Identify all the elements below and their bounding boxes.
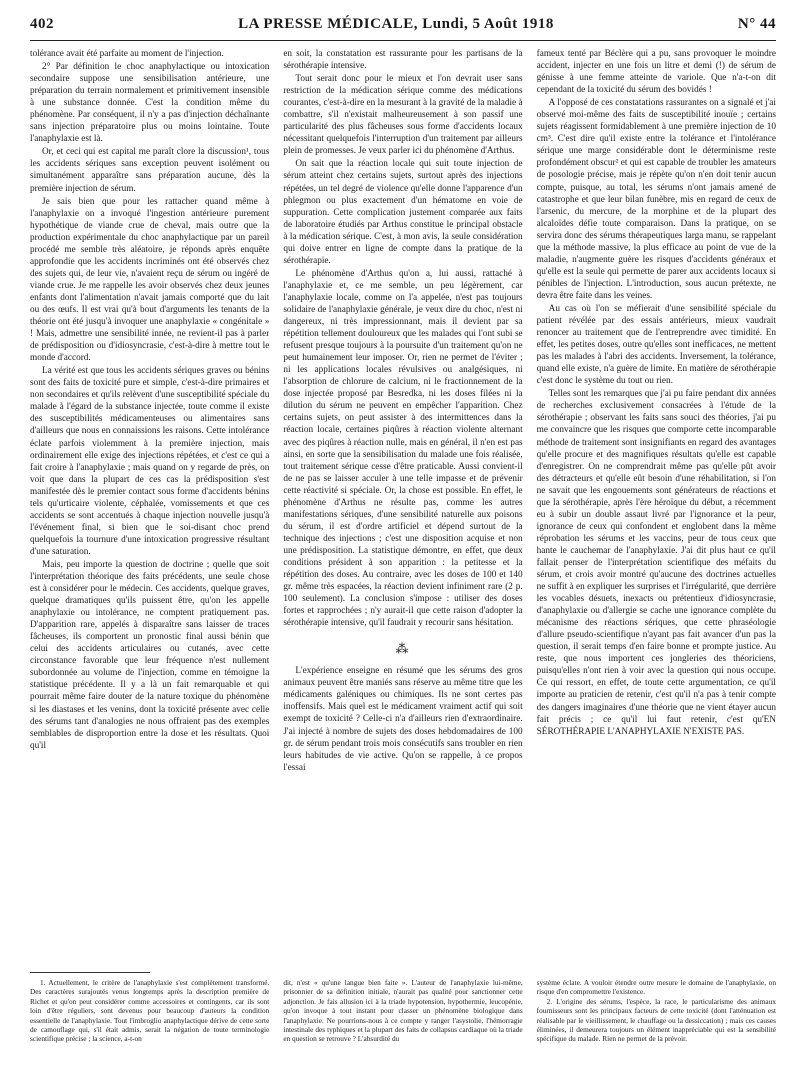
footnotes	[30, 978, 776, 1078]
paragraph: Tout serait donc pour le mieux et l'on devrait user sans restriction de la médication sérique comme des médications courantes, c'est-à-dire en la mesurant à la gravité de la maladie à combattre, s'il n'existait malheureusement à son passif une particularité des plus fâcheuses sous forme d'accidents locaux nécessitant quelquefois l'interruption d'un traitement par ailleurs plein de promesses. Je veux parler ici du phénomène d'Arthus.	[283, 74, 523, 157]
footnote-column-2	[283, 978, 522, 1078]
text-column-3	[537, 48, 776, 966]
paragraph: La vérité est que tous les accidents sériques graves ou bénins sont des faits de toxicité pure et simple, c'est-à-dire primaires et non secondaires et qu'ils relèvent d'une susceptibilité spéciale du malade à l'égard de la substance injectée, toute comme il existe des susceptibilités médicamenteuses ou alimentaires sans d'ailleurs que nous en connaissions les raisons. Cette intolérance éclate parfois violemment à la première injection, mais ordinairement elle exige des injections répétées, et c'est ce qui a fait croire à l'anaphylaxie ; mais quand on y regarde de près, on voit que dans la plupart de ces cas la prédisposition s'est manifestée dès le premier contact sous forme d'accidents bénins tels qu'urticaire violente, céphalée, vomissements et que ces accidents se sont accentués à chaque injection nouvelle jusqu'à l'événement final, si bien que le soi-disant choc prend quelquefois la tournure d'une intoxication progressive résultant d'une saturation.	[30, 366, 270, 557]
paragraph: On sait que la réaction locale qui suit toute injection de sérum atteint chez certains sujets, surtout après des injections répétées, un tel degré de violence qu'elle donne l'apparence d'un phlegmon ou plus exactement d'un hématome en voie de suppuration. Cette complication justement comparée aux faits de laboratoire étudiés par Arthus constitue le principal obstacle à la médication sérique. C'est, à mon avis, la seule considération qui doive entrer en ligne de compte dans la pratique de la sérothérapie.	[283, 159, 523, 266]
paragraph: 2° Par définition le choc anaphylactique ou intoxication secondaire suppose une sensibilisation antérieure, une préparation du terrain normalement et primitivement insensible à une substance donnée. C'est la condition même du phénomène. Par conséquent, il n'y a pas d'injection déchaînante sans injection préparatoire plus ou moins lointaine. Toute l'anaphylaxie est là.	[30, 62, 270, 145]
footnote-paragraph: dit, n'est « qu'une langue bien faite ». L'auteur de l'anaphylaxie lui-même, prisonnier de sa définition initiale, n'aurait pas qualité pour sanctionner cette adjonction. Je fais allusion ici à la triade hypotension, hypothermie, leucopénie, qu'on invoque à tout instant pour classer un phénomène biologique dans l'anaphylaxie. Ne pourrions-nous à ce compte y ranger l'asystolie, l'hémorragie intestinale des typhiques et la plupart des faits de collapsus cardiaque où la triade en question se retrouve ? L'absurdité du	[283, 978, 523, 1044]
text-column-2	[283, 48, 522, 966]
footnote-rule	[30, 972, 150, 973]
header-rule	[30, 40, 776, 41]
paragraph: A l'opposé de ces constatations rassurantes on a signalé et j'ai observé moi-même des faits de susceptibilité inouïe ; certains sujets réagissent formidablement à une première injection de 10 cm³. C'est dire qu'il existe entre la tolérance et l'intolérance sérique une marge considérable dont le déterminisme reste profondément obscur² et qui est capable de troubler les amateurs de posologie précise, mais je répète qu'on n'en doit tenir aucun compte, puisque, au total, les sérums n'ont jamais amené de catastrophe et que leur bilan funèbre, mis en regard de ceux de l'arsenic, du mercure, de la morphine et de la plupart des alcaloïdes défie toute comparaison. Dans la pratique, on se servira donc des sérums thérapeutiques larga manu, se rappelant que la méthode massive, la plus efficace au point de vue de la maladie, n'augmente guère les risques d'accidents généraux et qu'elle est la seule qui permette de parer aux accidents locaux si pénibles de l'injection. L'introduction, sous aucun prétexte, ne devra être faite dans les veines.	[536, 98, 776, 301]
paragraph: L'expérience enseigne en résumé que les sérums des gros animaux peuvent être maniés sans réserve au même titre que les médicaments galéniques ou chimiques. Ils ne sont certes pas inoffensifs. Mais quel est le médicament vraiment actif qui soit exempt de toxicité ? Celle-ci n'a d'ailleurs rien d'extraordinaire. J'ai injecté à nombre de sujets des doses hebdomadaires de 100 gr. de sérum pendant trois mois consécutifs sans troubler en rien leurs habitudes de vie active. Qu'on se rappelle, à ce propos l'essai	[283, 666, 523, 773]
page-number: 402	[30, 16, 54, 32]
journal-title: LA PRESSE MÉDICALE, Lundi, 5 Août 1918	[238, 16, 554, 32]
article-body	[30, 48, 776, 966]
footnote-paragraph: 1. Actuellement, le critère de l'anaphylaxie s'est complètement transformé. Des caractères surajoutés venus longtemps après la description première de Richet et qu'on peut considérer comme accessoires et contingents, car ils sont loin d'être réguliers, sont devenus pour beaucoup d'auteurs la condition essentielle de l'anaphylaxie. Tout l'imbroglio anaphylactique dérive de cette sorte de camouflage qui, s'il était admis, serait la négation de toute terminologie scientifique précise ; la science, a-t-on	[30, 978, 270, 1044]
text-column-1	[30, 48, 269, 966]
paragraph: en soit, la constatation est rassurante pour les partisans de la sérothérapie intensive.	[283, 49, 523, 72]
paragraph: Au cas où l'on se méfierait d'une sensibilité spéciale du patient révélée par des essais antérieurs, mieux vaudrait renoncer au traitement que de l'entreprendre avec timidité. En effet, les petites doses, outre qu'elles sont inefficaces, ne mettent pas les malades à l'abri des accidents. Inversement, la tolérance, quand elle existe, n'a guère de limite. En matière de sérothérapie c'est donc le système du tout ou rien.	[536, 303, 776, 387]
paragraph: Je sais bien que pour les rattacher quand même à l'anaphylaxie on a invoqué l'ingestion antérieure purement hypothétique de viande crue de cheval, mais outre que la production expérimentale du choc anaphylactique par un pareil procédé me semble très aléatoire, je réponds après enquête approfondie que les accidents incriminés ont été observés chez des sujets qui, de leur vie, n'avaient reçu de sérum ou ingéré de viande crue. Je me rappelle les avoir observés chez deux jeunes enfants dont l'alimentation n'avait jamais comporté que du lait ou des œufs. Il est vrai qu'à bout d'arguments les tenants de la théorie ont été jusqu'à invoquer une anaphylaxie « congénitale » ! Mais, admettre une sensibilité innée, ne revient-il pas à parler de prédisposition ou d'idiosyncrasie, c'est-à-dire à mettre tout le monde d'accord.	[30, 196, 270, 364]
footnote-paragraph: système éclate. A vouloir étendre outre mesure le domaine de l'anaphylaxie, on risque d'en compromettre l'existence.	[536, 978, 776, 997]
paragraph: Mais, peu importe la question de doctrine ; quelle que soit l'interprétation théorique des faits précédents, une seule chose est à considérer pour le médecin. Ces accidents, quelque graves, quelque dramatiques qu'ils puissent être, qu'on les appelle anaphylaxie ou intolérance, ne comptent pratiquement pas. D'apparition rare, appelés à disparaître sans laisser de traces fâcheuses, ils comportent un pronostic final aussi bénin que celui des accidents articulaires ou cutanés, avec cette circonstance favorable que leur fréquence n'est nullement subordonnée au volume de l'injection, comme en témoigne la statistique précédente. Il y a là un fait remarquable et qui pourrait même faire douter de la nature toxique du phénomène si les diastases et les venins, dont la toxicité présente avec celle des sérums tant d'analogies ne nous offraient pas des exemples semblables de disproportion entre la dose et les résultats. Quoi qu'il	[30, 559, 270, 751]
footnote-column-3	[537, 978, 776, 1078]
footnote-column-1	[30, 978, 269, 1078]
paragraph: Telles sont les remarques que j'ai pu faire pendant dix années de recherches exclusivement consacrées à l'étude de la sérothérapie ; observant les faits sans souci des théories, j'ai pu me convaincre que les risques que comporte cette incomparable méthode de traitement sont insignifiants en regard des avantages qu'elle procure et des magnifiques résultats qu'elle est capable d'enregistrer. On ne comprendrait même pas qu'elle pût avoir des détracteurs et qu'elle eût besoin d'une réhabilitation, si l'on ne savait que les engouements sont générateurs de réactions et que la sérothérapie, après l'ère héroïque du début, a récemment eu à subir un double assaut livré par l'ignorance et la peur, ignorance de ceux qui confondent et englobent dans la même réprobation les sérums et les vaccins, peur de tous ceux que hante le cauchemar de l'anaphylaxie. J'ai dit plus haut ce qu'il fallait penser de l'interprétation scientifique des méfaits du sérum, et crois avoir montré qu'aucune des doctrines actuelles ne suffit à en expliquer les surprises et l'irrégularité, que derrière les vocables désuets, inexacts ou prétentieux d'idiosyncrasie, d'anaphylaxie ou d'allergie se cache une ignorance complète du mécanisme des réactions sériques, que cette phraséologie d'allure pseudo-scientifique n'ayant pas fait avancer d'un pas la question, il serait temps d'en faire bonne et prompte justice. Au reste, que nous importent ces jongleries des théoriciens, puisqu'elles n'ont rien à voir avec la question qui nous occupe. Ce qui ressort, en effet, de toute cette argumentation, ce qu'il importe au praticien de retenir, c'est qu'il n'a pas à tenir compte des dangers imaginaires d'une théorie que ne vient étayer aucun fait précis ; ce qu'il lui faut retenir, c'est qu'EN SÉROTHÉRAPIE L'ANAPHYLAXIE N'EXISTE PAS.	[536, 389, 776, 737]
paragraph: Le phénomène d'Arthus qu'on a, lui aussi, rattaché à l'anaphylaxie et, ce me semble, un peu légèrement, car l'anaphylaxie locale, comme on l'a appelée, n'est pas toujours solidaire de l'anaphylaxie générale, je veux dire du choc, n'est ni dangereux, ni très impressionnant, mais il devient par sa répétition tellement douloureux que les malades qui l'ont subi se refusent presque toujours à la poursuite d'un traitement qu'on ne peut humainement leur imposer. Or, rien ne permet de l'éviter ; ni les applications locales révulsives ou analgésiques, ni l'absorption de chlorure de calcium, ni le fractionnement de la dose injectée proposé par Besredka, ni les doses filées ni la dilution du sérum ne peuvent en empêcher l'apparition. Chez certains sujets, on peut assister à des intermittences dans la réaction locale, certaines piqûres à réaction violente alternant avec des piqûres à réaction nulle, mais en général, il n'en est pas ainsi, en sorte que la sensibilisation du malade une fois réalisée, tout traitement sérique cesse d'être praticable. Aussi convient-il de ne pas se laisser acculer à une telle impasse et de prévenir cette réactivité si spéciale. Or, la chose est possible. En effet, le phénomène d'Arthus ne résulte pas, comme les autres manifestations sériques, d'une sensibilité naturelle aux poisons du sérum, il est d'ordre artificiel et dépend surtout de la technique des injections ; c'est une disposition acquise et non une prédisposition. La statistique démontre, en effet, que deux conditions président à son apparition : la petitesse et la répétition des doses. Au contraire, avec les doses de 100 et 140 gr. même très espacées, la réaction devient infiniment rare (2 p. 100 seulement). La conclusion s'impose : utiliser des doses fortes et rapprochées ; n'y aurait-il que cette raison d'adopter la sérothérapie intensive, qu'il faudrait y recourir sans hésitation.	[283, 268, 523, 629]
footnote-paragraph: 2. L'origine des sérums, l'espèce, la race, le particularisme des animaux fournisseurs sont les principaux facteurs de cette toxicité (dont l'atténuation est réalisable par le vieillissement, le chauffage ou la dessiccation) ; mais ces causes éliminées, il demeurera toujours un élément inappréciable qui est la sensibilité spécifique du malade. Rien ne permet de la prévoir.	[536, 996, 776, 1044]
section-break-ornament: ⁂	[395, 641, 411, 657]
issue-number: N° 44	[737, 16, 776, 32]
page-header	[30, 16, 776, 40]
paragraph: Or, et ceci qui est capital me paraît clore la discussion¹, tous les accidents sériques sans exception peuvent isolément ou simultanément apparaître sans préparation aucune, dès la première injection de sérum.	[30, 147, 270, 194]
paragraph: fameux tenté par Béclère qui a pu, sans provoquer le moindre accident, injecter en une fois un litre et demi (!) de sérum de génisse à une femme atteinte de variole. Que n'a-t-on dit cependant de la toxicité du sérum des bovidés !	[536, 49, 776, 96]
paragraph: tolérance avait été parfaite au moment de l'injection.	[30, 49, 224, 59]
